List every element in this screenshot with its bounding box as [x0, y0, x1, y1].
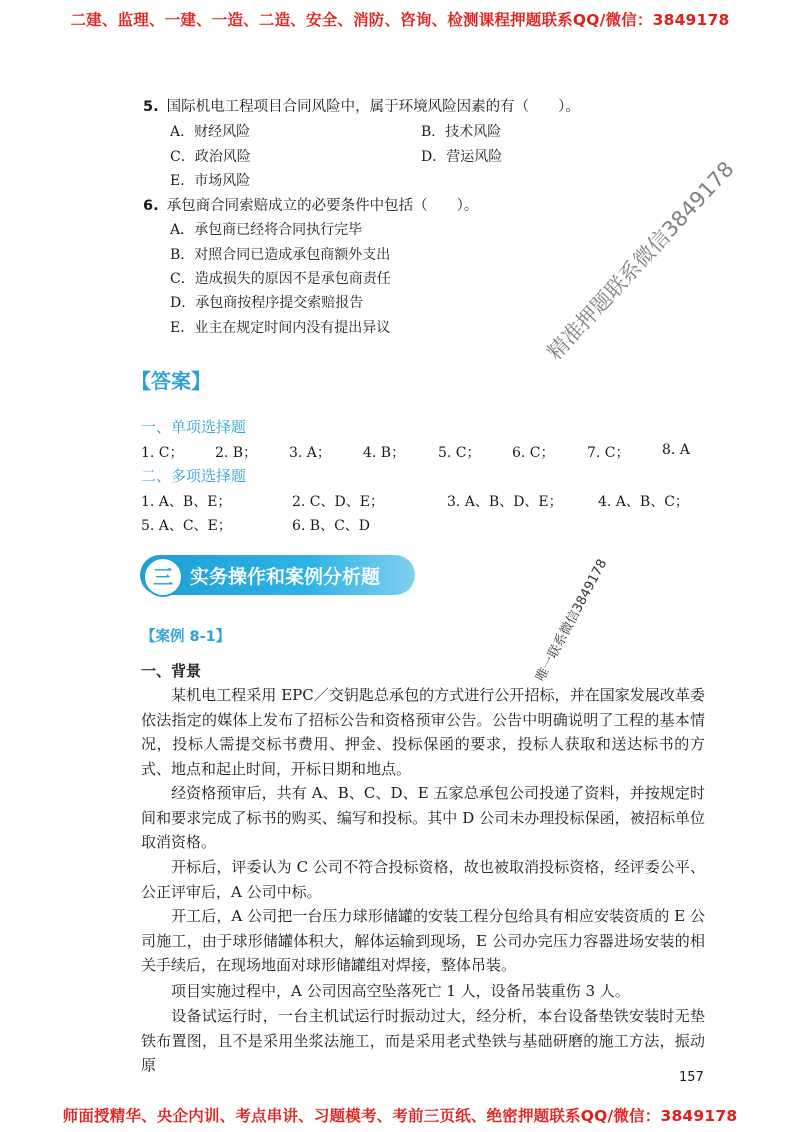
background-heading: 一、背景 [141, 662, 202, 680]
case-paragraph: 项目实施过程中，A 公司因高空坠落死亡 1 人，设备吊装重伤 3 人。 [171, 982, 630, 1000]
answer-item: 6. B、C、D [292, 518, 371, 534]
answer-item: 8. A [662, 442, 690, 458]
answer-item: 3. A、B、D、E； [447, 494, 563, 510]
case-paragraph: 开标后，评委认为 C 公司不符合投标资格，故也被取消投标资格，经评委公平、公正评审后，A 公司中标。 [141, 858, 705, 901]
case-paragraph: 设备试运行时，一台主机试运行时振动过大，经分析，本台设备垫铁安装时无垫铁布置图，且不是采用坐浆法施工，而是采用老式垫铁与基础研磨的施工方法，振动原 [141, 1007, 705, 1075]
answer-item: 4. B； [363, 445, 406, 461]
answer-item: 6. C； [512, 445, 555, 461]
answers-heading: 【答案】 [131, 369, 211, 393]
answer-item: 2. B； [215, 445, 258, 461]
top-contact-banner: 二建、监理、一建、一造、二造、安全、消防、咨询、检测课程押题联系QQ/微信：3849178 [70, 11, 730, 29]
single-choice-heading: 一、单项选择题 [141, 418, 247, 436]
answer-item: 2. C、D、E； [292, 494, 384, 510]
option-e: E．业主在规定时间内没有提出异议 [170, 320, 391, 336]
option-e: E．市场风险 [170, 173, 251, 189]
answer-item: 5. A、C、E； [141, 518, 232, 534]
question-number: 5. [143, 99, 159, 115]
bottom-contact-banner: 师面授精华、央企内训、考点串讲、习题模考、考前三页纸、绝密押题联系QQ/微信：3849178 [62, 1107, 738, 1125]
contact-watermark: 唯一联系微信3849178 [533, 556, 611, 684]
diagonal-watermark: 精准押题联系微信3849178 [542, 156, 739, 365]
answer-item: 1. C； [141, 445, 184, 461]
section-number-badge: 三 [143, 557, 183, 597]
option-b: B．技术风险 [421, 124, 502, 140]
answer-item: 4. A、B、C； [598, 494, 689, 510]
option-d: D．承包商按程序提交索赔报告 [170, 295, 364, 311]
question-6 [143, 194, 478, 215]
section-title: 实务操作和案例分析题 [190, 566, 381, 588]
case-paragraph: 经资格预审后，共有 A、B、C、D、E 五家总承包公司投递了资料，并按规定时间和要求完成了标书的购买、编写和投标。其中 D 公司未办理投标保函，被招标单位取消资格。 [141, 784, 705, 852]
option-a: A．承包商已经将合同执行完毕 [170, 222, 363, 238]
case-paragraph: 开工后，A 公司把一台压力球形储罐的安装工程分包给具有相应安装资质的 E 公司施工，由于球形储罐体积大，解体运输到现场，E 公司办完压力容器进场安装的相关手续后，在现场地面对球形储罐组对焊接，整体吊装。 [141, 907, 705, 975]
option-a: A．财经风险 [170, 124, 251, 140]
case-paragraph: 某机电工程采用 EPC／交钥匙总承包的方式进行公开招标，并在国家发展改革委依法指定的媒体上发布了招标公告和资格预审公告。公告中明确说明了工程的基本情况，投标人需提交标书费用、押金、投标保函的要求，投标人获取和送达标书的方式、地点和起止时间，开标日期和地点。 [141, 686, 705, 778]
question-stem: 承包商合同索赔成立的必要条件中包括（ ）。 [166, 198, 479, 214]
answer-item: 1. A、B、E； [141, 494, 232, 510]
answer-item: 7. C； [587, 445, 630, 461]
option-d: D．营运风险 [421, 149, 503, 165]
question-number: 6. [143, 198, 159, 214]
option-c: C．造成损失的原因不是承包商责任 [170, 271, 391, 287]
page-number: 157 [679, 1070, 704, 1085]
question-5 [143, 95, 580, 116]
option-c: C．政治风险 [170, 149, 251, 165]
answer-item: 5. C； [438, 445, 481, 461]
question-stem: 国际机电工程项目合同风险中，属于环境风险因素的有（ ）。 [166, 99, 580, 115]
multiple-choice-heading: 二、多项选择题 [141, 467, 247, 485]
option-b: B．对照合同已造成承包商额外支出 [170, 247, 391, 263]
answer-item: 3. A； [289, 445, 331, 461]
case-title: 【案例 8-1】 [141, 629, 231, 645]
